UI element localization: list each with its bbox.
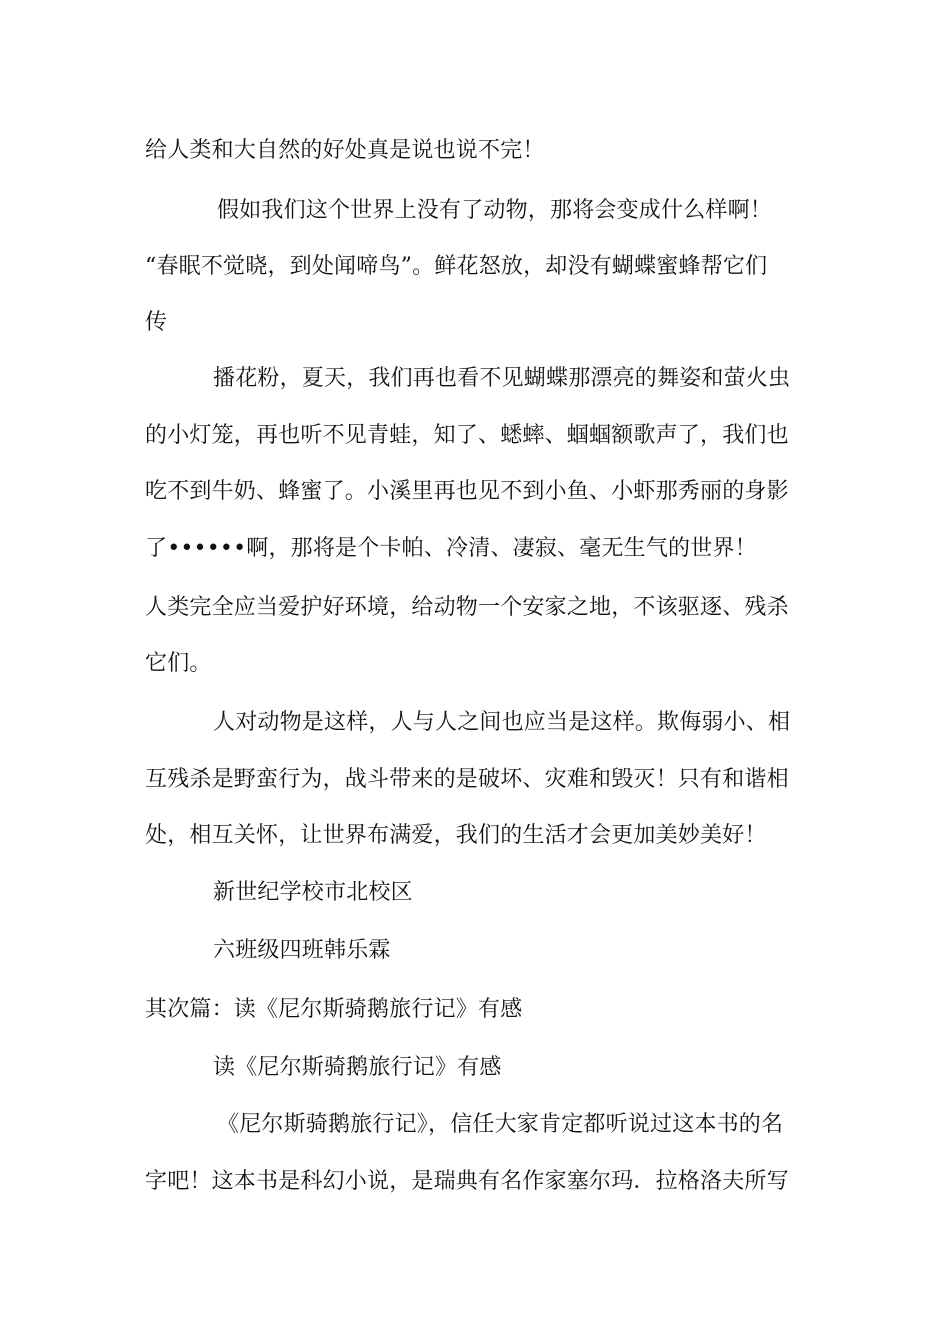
paragraph-line-3: “春眠不觉晓，到处闻啼鸟”。鲜花怒放，却没有蝴蝶蜜蜂帮它们 [145,254,768,279]
paragraph-line-5: 播花粉，夏天，我们再也看不见蝴蝶那漂亮的舞姿和萤火虫 [213,366,791,391]
paragraph-line-19: 字吧！这本书是科幻小说，是瑞典有名作家塞尔玛．拉格洛夫所写 [145,1169,789,1194]
paragraph-line-6: 的小灯笼，再也听不见青蛙，知了、蟋蟀、蝈蝈额歌声了，我们也 [145,423,789,448]
paragraph-line-2: 假如我们这个世界上没有了动物，那将会变成什么样啊！ [217,198,773,223]
paragraph-line-4: 传 [145,310,168,335]
paragraph-line-18: 《尼尔斯骑鹅旅行记》，信任大家肯定都听说过这本书的名 [217,1112,784,1137]
paragraph-line-12: 互残杀是野蛮行为，战斗带来的是破坏、灾难和毁灭！只有和谐相 [145,767,789,792]
paragraph-line-7: 吃不到牛奶、蜂蜜了。小溪里再也见不到小鱼、小虾那秀丽的身影 [145,479,789,504]
paragraph-line-11: 人对动物是这样，人与人之间也应当是这样。欺侮弱小、相 [213,710,791,735]
paragraph-line-10: 它们。 [145,651,212,676]
author-name: 六班级四班韩乐霖 [213,938,391,963]
essay-title: 读《尼尔斯骑鹅旅行记》有感 [213,1055,502,1080]
paragraph-line-8: 了••••••啊，那将是个卡帕、冷清、凄寂、毫无生气的世界！ [145,536,757,561]
paragraph-line-1: 给人类和大自然的好处真是说也说不完！ [145,138,545,163]
paragraph-line-13: 处，相互关怀，让世界布满爱，我们的生活才会更加美妙美好！ [145,823,767,848]
section-heading: 其次篇：读《尼尔斯骑鹅旅行记》有感 [145,997,523,1022]
paragraph-line-9: 人类完全应当爱护好环境，给动物一个安家之地，不该驱逐、残杀 [145,595,789,620]
school-name: 新世纪学校市北校区 [213,880,413,905]
